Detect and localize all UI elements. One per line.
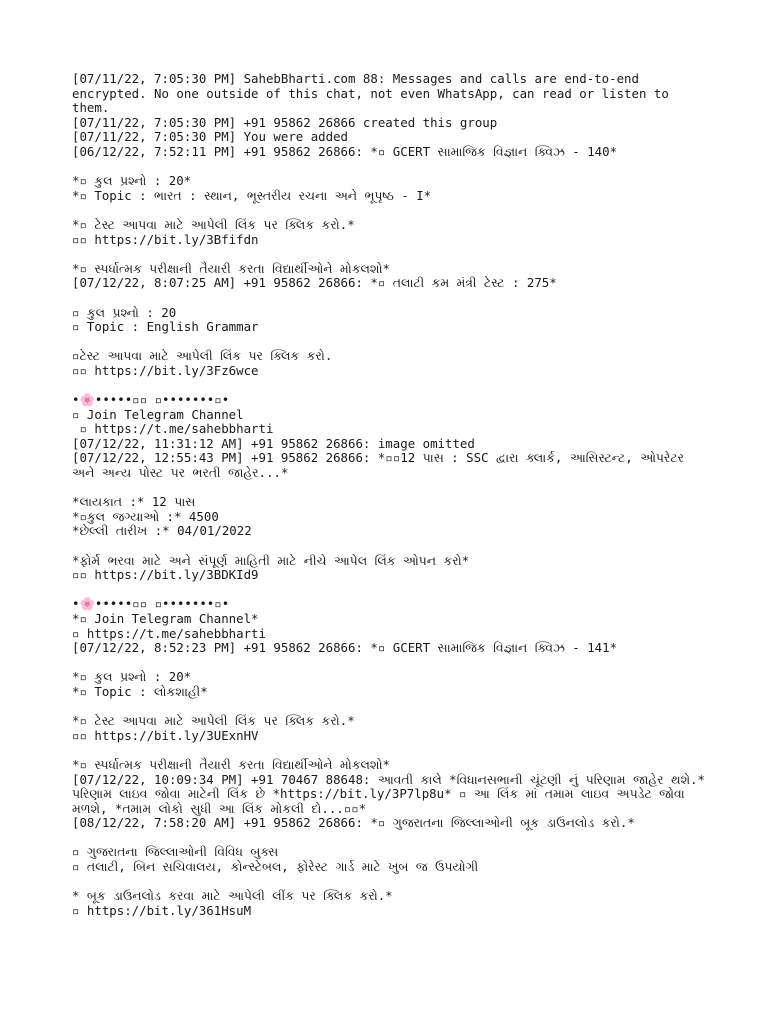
blank-line — [72, 539, 708, 554]
blank-line — [72, 291, 708, 306]
message-text-line: * બૂક ડાઉનલોડ કરવા માટે આપેલી લીંક પર ક્લિક કરો.* — [72, 888, 393, 904]
message-text-line: *▫ ટેસ્ટ આપવા માટે આપેલી લિંક પર ક્લિક કરો.* — [72, 216, 355, 232]
blank-line — [72, 583, 708, 598]
blank-line — [72, 378, 708, 393]
blank-line — [72, 160, 708, 175]
message-text-line[interactable]: ▫▫ https://bit.ly/3Fz6wce — [72, 362, 259, 378]
chat-message-line: [07/11/22, 7:05:30 PM] SahebBharti.com 88: Messages and calls are end-to-end encrypted. No one outside of this chat, not even WhatsApp, can read or listen to them. — [72, 71, 677, 116]
message-text-line[interactable]: ▫ https://t.me/sahebbharti — [72, 421, 274, 437]
chat-message-line: [06/12/22, 7:52:11 PM] +91 95862 26866: *▫ GCERT સામાજિક વિજ્ઞાન ક્વિઝ - 140* — [72, 143, 618, 159]
message-text-line: ▫ Join Telegram Channel — [72, 406, 244, 422]
message-text-line: *છેલ્લી તારીખ :* 04/01/2022 — [72, 523, 252, 539]
blank-line — [72, 481, 708, 496]
message-text-line: ▫ Topic : English Grammar — [72, 319, 259, 335]
chat-log — [72, 71, 713, 918]
message-text-line: •🌸•••••▫▫ ▫•••••••▫• — [72, 392, 230, 408]
message-text-line: *▫ સ્પર્ધાત્મક પરીક્ષાની તૈયારી કરતા વિદ્યાર્થીઓને મોકલશો* — [72, 756, 390, 772]
chat-message-line[interactable]: [07/12/22, 10:09:34 PM] +91 70467 88648: આવતી કાલે *વિધાનસભાની ચૂંટણી નું પરિણામ જાહેર થશે.* પરિણામ લાઇવ જોવા માટેની લિંક છે *https://bit.ly/3P7lp8u* ▫ આ લિંક માં તમામ લાઇવ અપડેટ જોવા મળશે, *તમામ લોકો સુધી આ લિંક મોકલી દો...▫▫* — [72, 771, 713, 816]
message-text-line[interactable]: ▫ https://bit.ly/361HsuM — [72, 902, 252, 918]
message-text-line: *▫ કુલ પ્રશ્નો : 20* — [72, 669, 192, 685]
blank-line — [72, 203, 708, 218]
message-text-line: *▫ કુલ પ્રશ્નો : 20* — [72, 173, 192, 189]
message-text-line: *▫કુલ જગ્યાઓ :* 4500 — [72, 508, 219, 524]
blank-line — [72, 875, 708, 890]
blank-line — [72, 247, 708, 262]
message-text-line: *▫ ટેસ્ટ આપવા માટે આપેલી લિંક પર ક્લિક કરો.* — [72, 713, 355, 729]
blank-line — [72, 831, 708, 846]
message-text-line[interactable]: ▫▫ https://bit.ly/3Bfifdn — [72, 231, 259, 247]
chat-message-line: [07/12/22, 8:52:23 PM] +91 95862 26866: *▫ GCERT સામાજિક વિજ્ઞાન ક્વિઝ - 141* — [72, 640, 618, 656]
chat-message-line: [07/12/22, 11:31:12 AM] +91 95862 26866: image omitted — [72, 435, 475, 451]
blank-line — [72, 656, 708, 671]
message-text-line[interactable]: ▫▫ https://bit.ly/3BDKId9 — [72, 567, 259, 583]
message-text-line: ▫ કુલ પ્રશ્નો : 20 — [72, 304, 177, 320]
message-text-line: *ફોર્મ ભરવા માટે અને સંપૂર્ણ માહિતી માટે નીચે આપેલ લિંક ઓપન કરો* — [72, 552, 470, 568]
message-text-line: *▫ Topic : લોકશાહી* — [72, 683, 208, 699]
message-text-line: •🌸•••••▫▫ ▫•••••••▫• — [72, 596, 230, 612]
blank-line — [72, 700, 708, 715]
message-text-line: *▫ Topic : ભારત : સ્થાન, ભૂસ્તરીય રચના અને ભૂપૃષ્ઠ - I* — [72, 187, 432, 203]
blank-line — [72, 743, 708, 758]
message-text-line: *▫ સ્પર્ધાત્મક પરીક્ષાની તૈયારી કરતા વિદ્યાર્થીઓને મોકલશો* — [72, 260, 390, 276]
chat-message-line: [07/12/22, 8:07:25 AM] +91 95862 26866: *▫ તલાટી કમ મંત્રી ટેસ્ટ : 275* — [72, 275, 557, 291]
chat-message-line: [07/12/22, 12:55:43 PM] +91 95862 26866: *▫▫12 પાસ : SSC દ્વારા ક્લાર્ક, આસિસ્ટન્ટ, ઓપરેટર અને અન્ય પોસ્ટ પર ભરતી જાહેર...* — [72, 450, 692, 481]
chat-message-line: [07/11/22, 7:05:30 PM] You were added — [72, 129, 349, 145]
message-text-line: *લાયકાત :* 12 પાસ — [72, 494, 196, 510]
message-text-line[interactable]: ▫ https://t.me/sahebbharti — [72, 625, 266, 641]
message-text-line[interactable]: ▫▫ https://bit.ly/3UExnHV — [72, 727, 259, 743]
message-text-line: ▫ તલાટી, બિન સચિવાલય, કોન્સ્ટેબલ, ફોરેસ્ટ ગાર્ડ માટે ખુબ જ ઉપયોગી — [72, 859, 479, 875]
message-text-line: ▫ ગુજરાતના જિલ્લાઓની વિવિધ બુક્સ — [72, 844, 279, 860]
message-text-line: *▫ Join Telegram Channel* — [72, 610, 259, 626]
chat-message-line: [07/11/22, 7:05:30 PM] +91 95862 26866 created this group — [72, 114, 498, 130]
blank-line — [72, 335, 708, 350]
message-text-line: ▫ટેસ્ટ આપવા માટે આપેલી લિંક પર ક્લિક કરો. — [72, 348, 333, 364]
chat-message-line: [08/12/22, 7:58:20 AM] +91 95862 26866: *▫ ગુજરાતના જિલ્લાઓની બૂક ડાઉનલોડ કરો.* — [72, 815, 635, 831]
